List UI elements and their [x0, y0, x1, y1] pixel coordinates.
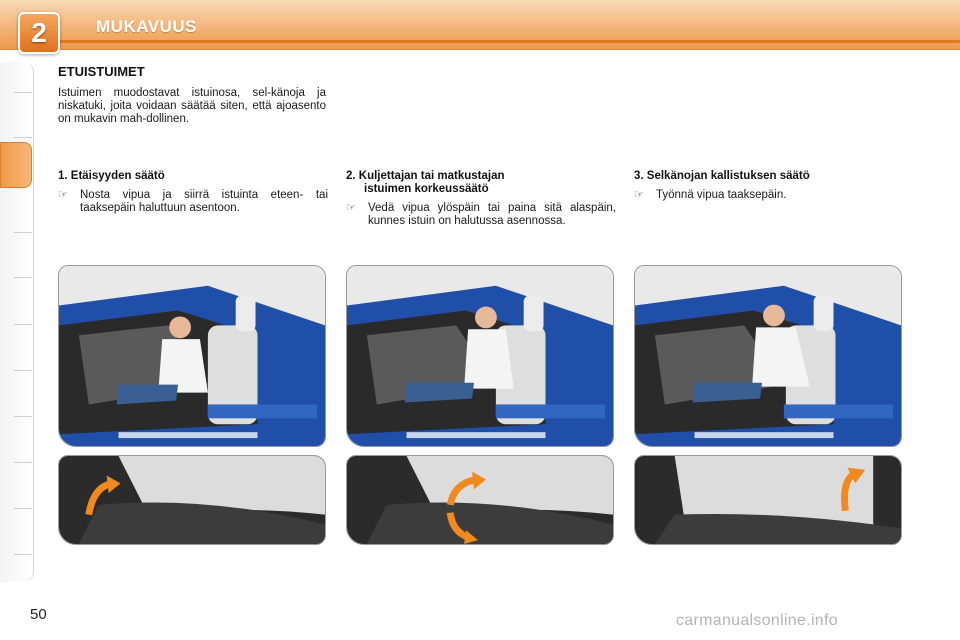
chapter-side-rail: [0, 62, 34, 582]
rail-tick: [14, 370, 32, 371]
instruction-text: Vedä vipua ylöspäin tai paina sitä alaspäin, kunnes istuin on halutussa asennossa.: [368, 202, 616, 227]
pointing-hand-icon: ☞: [58, 189, 68, 201]
page-number: 50: [30, 606, 47, 623]
instruction-title: [58, 170, 328, 183]
instruction-title-line1: 1. Etäisyyden säätö: [58, 170, 165, 182]
chapter-title: MUKAVUUS: [96, 17, 197, 36]
seat-lever-detail: [59, 456, 325, 544]
instruction-title-line1: 3. Selkänojan kallistuksen säätö: [634, 170, 810, 182]
illustration-backrest-tilt: [634, 265, 902, 447]
instruction-title: [346, 170, 616, 196]
detail-backrest-lever: [634, 455, 902, 545]
instruction-step: [58, 189, 328, 215]
instruction-text: Työnnä vipua taaksepäin.: [656, 189, 787, 201]
instruction-step: [346, 202, 616, 228]
side-tab-chapter-2[interactable]: [0, 142, 32, 188]
rail-tick: [14, 232, 32, 233]
instruction-title: [634, 170, 904, 183]
detail-height-lever: [346, 455, 614, 545]
rail-tick: [14, 508, 32, 509]
seat-lever-detail: [347, 456, 613, 544]
instruction-title-line1: 2. Kuljettajan tai matkustajan: [346, 170, 505, 182]
instruction-height: [346, 170, 616, 228]
header-underline: [56, 40, 960, 43]
section-title: ETUISTUIMET: [58, 64, 145, 79]
section-intro: Istuimen muodostavat istuinosa, sel-känoja ja niskatuki, joita voidaan säätää siten, että ajoasento on mukavin mah-dollinen.: [58, 87, 326, 125]
instruction-title-line2: istuimen korkeussäätö: [364, 183, 489, 195]
car-interior-illustration: [635, 266, 901, 446]
detail-distance-lever: [58, 455, 326, 545]
chapter-number-badge: 2: [18, 12, 60, 54]
rail-tick: [14, 462, 32, 463]
pointing-hand-icon: ☞: [346, 202, 356, 214]
rail-tick: [14, 92, 32, 93]
rail-tick: [14, 324, 32, 325]
instruction-step: [634, 189, 904, 202]
rail-tick: [14, 277, 32, 278]
instruction-distance: [58, 170, 328, 215]
instruction-text: Nosta vipua ja siirrä istuinta eteen- tai taaksepäin haluttuun asentoon.: [80, 189, 328, 214]
watermark: carmanualsonline.info: [676, 612, 838, 629]
pointing-hand-icon: ☞: [634, 189, 644, 201]
car-interior-illustration: [347, 266, 613, 446]
seat-lever-detail: [635, 456, 901, 544]
rail-tick: [14, 554, 32, 555]
rail-tick: [14, 416, 32, 417]
illustration-seat-height: [346, 265, 614, 447]
illustration-seat-distance: [58, 265, 326, 447]
rail-tick: [14, 137, 32, 138]
car-interior-illustration: [59, 266, 325, 446]
instruction-backrest: [634, 170, 904, 202]
